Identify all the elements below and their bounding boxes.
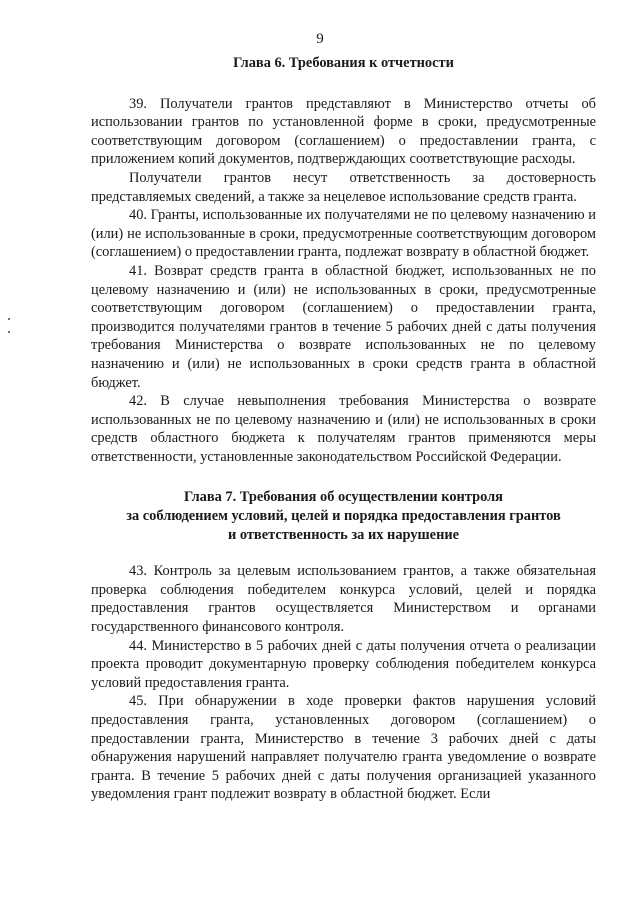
document-body xyxy=(91,54,596,804)
paragraph-41: 41. Возврат средств гранта в областной бюджет, использованных не по целевому назначению и (или) не использованных в сроки, предусмотренные соответствующим договором (соглашением) о предоставлении гранта, производится получателями грантов в течение 5 рабочих дней с даты получения требования Министерства о возврате использованных не по целевому назначению и (или) не использованных в сроки средств гранта в областной бюджет. xyxy=(91,262,596,391)
scan-speck xyxy=(8,318,10,320)
chapter-6-heading: Глава 6. Требования к отчетности xyxy=(233,55,454,71)
paragraph-42: 42. В случае невыполнения требования Министерства о возврате использованных не по целевому назначению и (или) не использованных в сроки средств областного бюджета к получателям грантов применяются меры ответственности, установленные законодательством Российской Федерации. xyxy=(91,393,596,465)
chapter-7-heading-line: Глава 7. Требования об осуществлении контроля xyxy=(184,489,503,506)
paragraph-43: 43. Контроль за целевым использованием грантов, а также обязательная проверка соблюдения победителем конкурса условий, целей и порядка предоставления грантов осуществляется Министерством и органами государственного финансового контроля. xyxy=(91,563,596,636)
paragraph-39: 39. Получатели грантов представляют в Министерство отчеты об использовании грантов по установленной форме в сроки, предусмотренные соответствующим договором (соглашением) о предоставлении гранта, с приложением копий документов, подтверждающих соответствующие расходы. xyxy=(91,95,596,168)
paragraph-39-responsibility: Получатели грантов несут ответственность за достоверность представляемых сведений, а также за нецелевое использование средств гранта. xyxy=(91,169,596,205)
page-number: 9 xyxy=(316,31,324,47)
paragraph-40: 40. Гранты, использованные их получателями не по целевому назначению и (или) не использованные в сроки, предусмотренные соответствующим договором (соглашением) о предоставлении гранта, подлежат возврату в областной бюджет. xyxy=(91,207,596,261)
scan-speck xyxy=(8,331,10,333)
chapter-7-heading xyxy=(91,488,596,544)
paragraph-45: 45. При обнаружении в ходе проверки фактов нарушения условий предоставления гранта, установленных договором (соглашением) о предоставлении гранта, Министерство в течение 3 рабочих дней с даты обнаружения нарушений направляет получателю гранта уведомление о возврате гранта. В течение 5 рабочих дней с даты получения организацией указанного уведомления грант подлежит возврату в областной бюджет. Если xyxy=(91,693,596,803)
chapter-7-heading-line: и ответственность за их нарушение xyxy=(227,526,460,543)
paragraph-44: 44. Министерство в 5 рабочих дней с даты получения отчета о реализации проекта проводит документарную проверку соблюдения победителем конкурса условий предоставления гранта. xyxy=(91,637,596,691)
chapter-7-heading-line: за соблюдением условий, целей и порядка предоставления грантов xyxy=(126,508,561,525)
